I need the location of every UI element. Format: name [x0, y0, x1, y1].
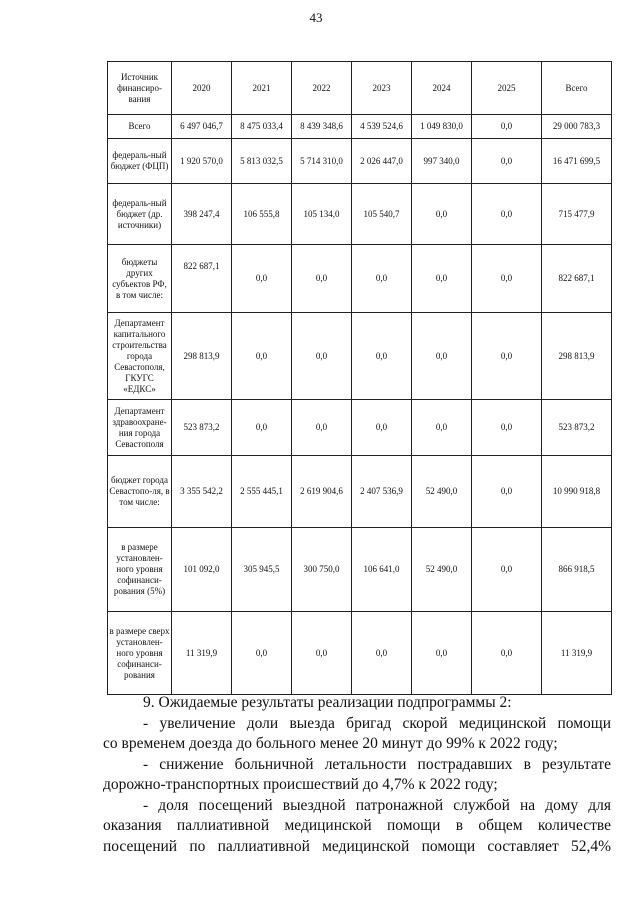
result-line: - доля посещений выездной патронажной службой на дому для	[143, 796, 611, 814]
value-cell: 822 687,1	[172, 245, 232, 313]
value-cell: 0,0	[472, 612, 542, 695]
value-cell: 0,0	[472, 400, 542, 456]
value-cell: 5 813 032,5	[232, 139, 292, 184]
value-cell: 0,0	[232, 612, 292, 695]
value-cell: 106 641,0	[352, 528, 412, 612]
value-cell: 106 555,8	[232, 184, 292, 245]
value-cell: 0,0	[472, 528, 542, 612]
source-cell: Всего	[108, 115, 172, 139]
value-cell: 1 920 570,0	[172, 139, 232, 184]
source-cell: Департамент капитального строительства города Севастополя, ГКУГС «ЕДКС»	[108, 313, 172, 400]
column-header: 2023	[352, 62, 412, 115]
table-header-row	[108, 62, 612, 115]
column-header: 2020	[172, 62, 232, 115]
value-cell: 305 945,5	[232, 528, 292, 612]
value-cell: 0,0	[472, 245, 542, 313]
result-line: со временем доезда до больного менее 20 минут до 99% к 2022 году;	[103, 735, 558, 752]
table-row	[108, 115, 612, 139]
page-number: 43	[309, 10, 323, 25]
section-heading: 9. Ожидаемые результаты реализации подпрограммы 2:	[143, 694, 512, 711]
value-cell: 0,0	[472, 115, 542, 139]
source-cell: федераль-ный бюджет (др. источники)	[108, 184, 172, 245]
column-header: 2025	[472, 62, 542, 115]
value-cell: 3 355 542,2	[172, 456, 232, 528]
value-cell: 4 539 524,6	[352, 115, 412, 139]
value-cell: 300 750,0	[292, 528, 352, 612]
column-header: Всего	[542, 62, 612, 115]
value-cell: 298 813,9	[172, 313, 232, 400]
value-cell: 997 340,0	[412, 139, 472, 184]
value-cell: 0,0	[472, 313, 542, 400]
table-row	[108, 528, 612, 612]
table-row	[108, 400, 612, 456]
column-header: 2022	[292, 62, 352, 115]
result-line: - увеличение доли выезда бригад скорой медицинской помощи	[143, 714, 611, 732]
value-cell: 11 319,9	[542, 612, 612, 695]
value-cell: 0,0	[352, 612, 412, 695]
value-cell: 866 918,5	[542, 528, 612, 612]
source-cell: бюджеты других субъектов РФ, в том числе:	[108, 245, 172, 313]
result-line: дорожно-транспортных происшествий до 4,7% к 2022 году;	[103, 776, 498, 793]
value-cell: 0,0	[352, 245, 412, 313]
table-row	[108, 184, 612, 245]
column-header: Источник финансиро-вания	[108, 62, 172, 115]
value-cell: 0,0	[292, 612, 352, 695]
value-cell: 0,0	[292, 313, 352, 400]
value-cell: 8 439 348,6	[292, 115, 352, 139]
table-row	[108, 139, 612, 184]
result-line: посещений по паллиативной медицинской помощи составляет 52,4%	[103, 837, 611, 855]
source-cell: бюджет города Севастопо-ля, в том числе:	[108, 456, 172, 528]
table-row	[108, 245, 612, 313]
value-cell: 2 555 445,1	[232, 456, 292, 528]
value-cell: 298 813,9	[542, 313, 612, 400]
value-cell: 0,0	[232, 400, 292, 456]
value-cell: 0,0	[292, 245, 352, 313]
source-cell: в размере установлен-ного уровня софинанси-рования (5%)	[108, 528, 172, 612]
source-cell: в размере сверх установлен-ного уровня софинанси-рования	[108, 612, 172, 695]
value-cell: 1 049 830,0	[412, 115, 472, 139]
column-header: 2021	[232, 62, 292, 115]
value-cell: 29 000 783,3	[542, 115, 612, 139]
value-cell: 398 247,4	[172, 184, 232, 245]
value-cell: 0,0	[352, 400, 412, 456]
value-cell: 0,0	[472, 456, 542, 528]
value-cell: 0,0	[352, 313, 412, 400]
value-cell: 0,0	[472, 184, 542, 245]
result-line: оказания паллиативной медицинской помощи в общем количестве	[103, 817, 611, 834]
value-cell: 0,0	[292, 400, 352, 456]
column-header: 2024	[412, 62, 472, 115]
value-cell: 52 490,0	[412, 528, 472, 612]
value-cell: 11 319,9	[172, 612, 232, 695]
table-row	[108, 313, 612, 400]
value-cell: 715 477,9	[542, 184, 612, 245]
value-cell: 0,0	[412, 313, 472, 400]
value-cell: 105 540,7	[352, 184, 412, 245]
value-cell: 16 471 699,5	[542, 139, 612, 184]
result-line: - снижение больничной летальности пострадавших в результате	[143, 755, 611, 773]
value-cell: 2 619 904,6	[292, 456, 352, 528]
value-cell: 2 026 447,0	[352, 139, 412, 184]
value-cell: 2 407 536,9	[352, 456, 412, 528]
value-cell: 5 714 310,0	[292, 139, 352, 184]
value-cell: 6 497 046,7	[172, 115, 232, 139]
table-row	[108, 612, 612, 695]
value-cell: 10 990 918,8	[542, 456, 612, 528]
table-row	[108, 456, 612, 528]
value-cell: 0,0	[472, 139, 542, 184]
value-cell: 101 092,0	[172, 528, 232, 612]
source-cell: федераль-ный бюджет (ФЦП)	[108, 139, 172, 184]
value-cell: 0,0	[412, 184, 472, 245]
value-cell: 0,0	[232, 313, 292, 400]
source-cell: Департамент здравоохране-ния города Севастополя	[108, 400, 172, 456]
value-cell: 0,0	[232, 245, 292, 313]
value-cell: 0,0	[412, 245, 472, 313]
value-cell: 105 134,0	[292, 184, 352, 245]
expected-results-section	[103, 693, 611, 857]
value-cell: 822 687,1	[542, 245, 612, 313]
value-cell: 523 873,2	[172, 400, 232, 456]
value-cell: 52 490,0	[412, 456, 472, 528]
value-cell: 0,0	[412, 612, 472, 695]
value-cell: 523 873,2	[542, 400, 612, 456]
financing-table	[107, 61, 612, 695]
value-cell: 0,0	[412, 400, 472, 456]
value-cell: 8 475 033,4	[232, 115, 292, 139]
